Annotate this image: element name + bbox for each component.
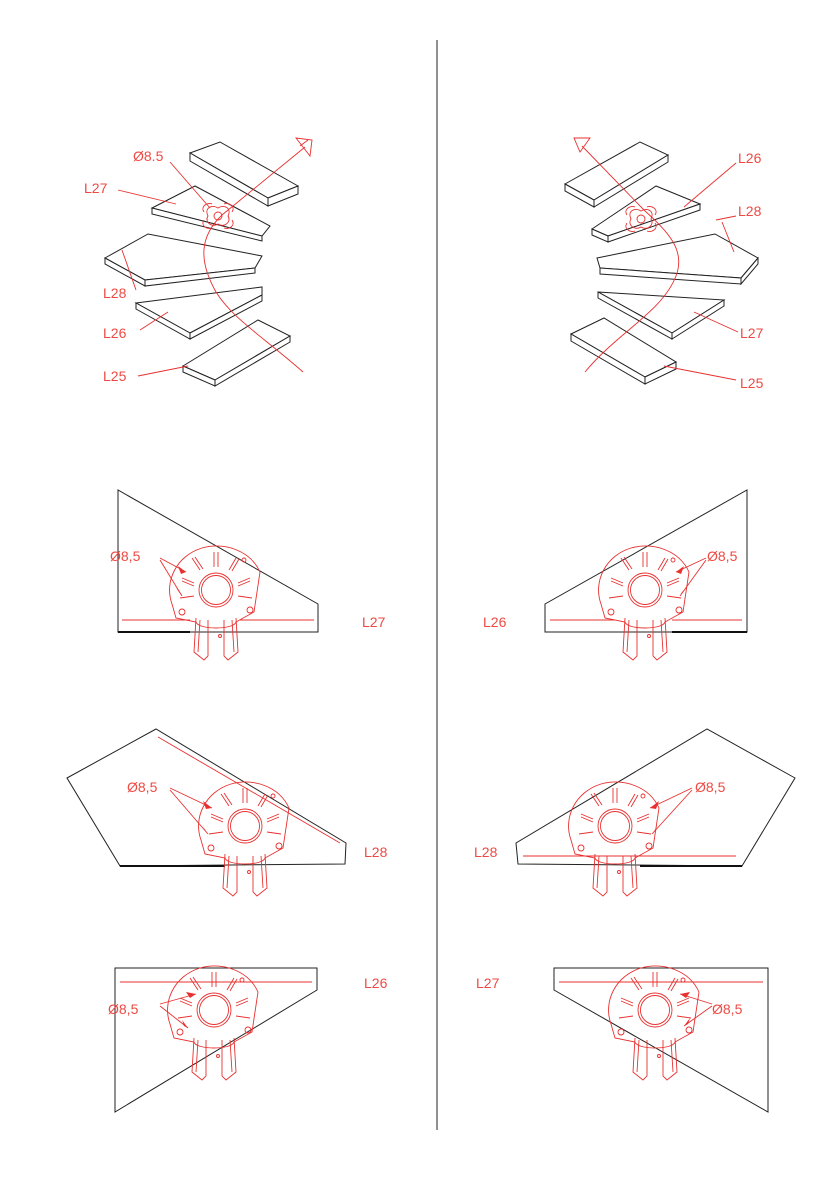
left-view-3 [108, 966, 388, 1112]
left-view-2-step: L28 [364, 844, 388, 860]
right-view-2 [474, 729, 795, 896]
right-view-3-hole: Ø8,5 [712, 1001, 743, 1017]
right-view-1-step: L26 [483, 614, 507, 630]
right-label-l27: L27 [740, 325, 764, 341]
right-view-1 [483, 490, 747, 660]
right-view-1-hole: Ø8,5 [707, 548, 738, 564]
left-view-3-step: L26 [364, 975, 388, 991]
left-view-2-hole: Ø8,5 [127, 779, 158, 795]
left-view-1-hole: Ø8,5 [110, 548, 141, 564]
right-view-3 [476, 966, 768, 1112]
left-label-l25: L25 [103, 368, 127, 384]
right-view-2-hole: Ø8,5 [695, 779, 726, 795]
left-exploded-view [84, 138, 312, 386]
left-label-l28: L28 [103, 285, 127, 301]
left-view-1-step: L27 [362, 614, 386, 630]
right-label-l28: L28 [738, 203, 762, 219]
right-label-l26: L26 [738, 150, 762, 166]
left-label-l26: L26 [103, 325, 127, 341]
left-view-2 [67, 729, 388, 896]
right-view-2-step: L28 [474, 844, 498, 860]
right-label-l25: L25 [740, 375, 764, 391]
left-label-l27: L27 [84, 180, 108, 196]
left-view-1 [110, 490, 386, 660]
right-exploded-view [565, 138, 764, 391]
left-view-3-hole: Ø8,5 [108, 1001, 139, 1017]
right-view-3-step: L27 [476, 975, 500, 991]
left-hole-label: Ø8.5 [133, 148, 164, 164]
